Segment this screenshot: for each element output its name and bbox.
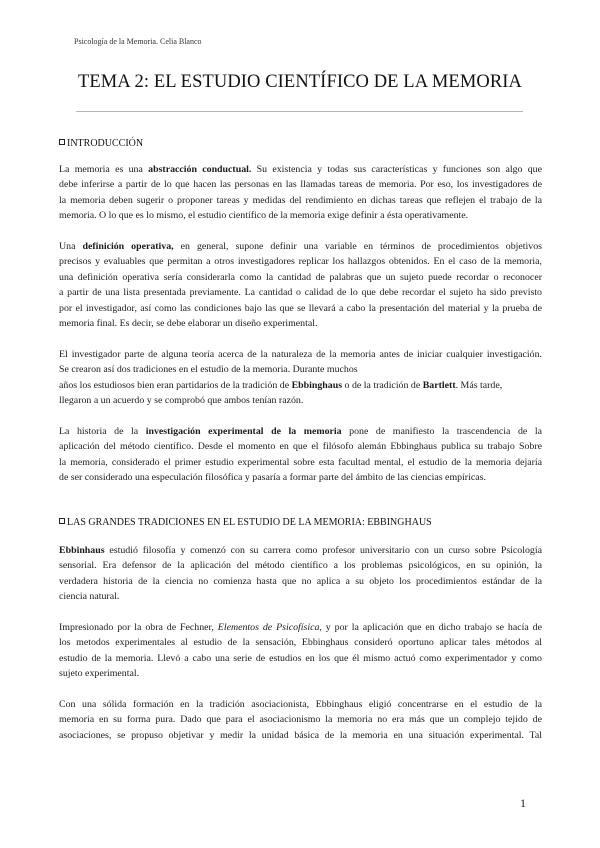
section-heading-ebbinghaus bbox=[59, 517, 432, 528]
paragraph bbox=[59, 697, 542, 743]
text-line: años los estudiosos bien eran partidarios de la tradición de Ebbinghaus o de la tradición de Bartlett. Más tarde, bbox=[59, 379, 503, 391]
title-divider bbox=[76, 111, 523, 112]
text-line: verdadera historia de la ciencia no comienza hasta que no aplica a su objeto los procedimientos estándar de la bbox=[59, 575, 542, 587]
text-line: sujeto experimental. bbox=[59, 668, 140, 680]
text-line: asociaciones, se propuso objetivar y medir la unidad básica de la memoria en una situación experimental. Tal bbox=[59, 729, 542, 741]
text-line: Con una sólida formación en la tradición asociacionista, Ebbinghaus eligió concentrarse en el estudio de la bbox=[59, 699, 542, 710]
text-line: memoria final. Es decir, se debe elaborar un diseño experimental. bbox=[59, 318, 318, 330]
text-line: memoria en su forma pura. Dado que para el asociacionismo la memoria no era más que un complejo tejido de bbox=[59, 714, 542, 726]
text-line: El investigador parte de alguna teoría acerca de la naturaleza de la memoria antes de iniciar cualquier investigación. bbox=[59, 349, 542, 360]
text-line: Una definición operativa, en general, supone definir una variable en términos de procedimientos objetivos bbox=[59, 241, 542, 252]
paragraph bbox=[59, 162, 542, 224]
paragraph bbox=[59, 620, 542, 682]
text-line: a partir de una lista presentada previamente. La cantidad o calidad de lo que debe recordar el sujeto ha sido previsto bbox=[59, 287, 542, 299]
page-header: Psicología de la Memoria. Celia Blanco bbox=[74, 37, 202, 46]
text-line: sensorial. Era defensor de la aplicación del método científico a los problemas psicológicos, en su opinión, la bbox=[59, 560, 542, 572]
paragraph bbox=[59, 424, 542, 486]
text-line: debe inferirse a partir de lo que hacen las personas en las llamadas tareas de memoria. Por eso, los investigadores de bbox=[59, 179, 542, 191]
text-line: los metodos experimentales al estudio de la sensación, Ebbinghaus consideró oportuno aplicar tales métodos al bbox=[59, 637, 542, 649]
text-line: La historia de la investigación experimental de la memoria pone de manifiesto la trascendencia de la bbox=[59, 426, 542, 437]
text-line: Ebbinhaus estudió filosofía y comenzó con su carrera como profesor universitario con un curso sobre Psicología bbox=[59, 545, 542, 556]
text-line: ciencia natural. bbox=[59, 591, 120, 603]
text-line: Impresionado por la obra de Fechner, Elementos de Psicofísica, y por la aplicación que en dicho trabajo se hacía de bbox=[59, 622, 542, 633]
text-line: la memoria, considerado el primer estudio experimental sobre esta facultad mental, el estudio de la memoria dejaría bbox=[59, 456, 542, 468]
paragraph bbox=[59, 543, 542, 605]
text-line: por el investigador, así como las condiciones bajo las que se llevará a cabo la presentación del material y la prueba de bbox=[59, 302, 542, 314]
paragraph bbox=[59, 239, 542, 331]
text-line: estudio de la memoria. Llevó a cabo una serie de estudios en los que él mismo actuó como experimentador y como bbox=[59, 652, 542, 664]
page-title: TEMA 2: EL ESTUDIO CIENTÍFICO DE LA MEMORIA bbox=[78, 72, 522, 92]
text-line: memoria. O lo que es lo mismo, el estudio científico de la memoria exige definir a ésta operativamente. bbox=[59, 210, 469, 222]
page-number: 1 bbox=[520, 796, 526, 810]
section-heading-text: INTRODUCCIÓN bbox=[67, 138, 144, 149]
text-line: la memoria deben sugerir o proponer tareas y medidas del rendimiento en dichas tareas que reflejen el trabajo de la bbox=[59, 194, 542, 206]
square-bullet-icon bbox=[59, 518, 65, 524]
paragraph bbox=[59, 347, 542, 409]
section-heading-text: LAS GRANDES TRADICIONES EN EL ESTUDIO DE LA MEMORIA: EBBINGHAUS bbox=[67, 517, 432, 528]
text-line: Se crearon así dos tradiciones en el estudio de la memoria. Durante muchos bbox=[59, 364, 358, 376]
text-line: llegaron a un acuerdo y se comprobó que ambos tenían razón. bbox=[59, 395, 304, 407]
text-line: precisos y evaluables que permitan a otros investigadores replicar los hallazgos obtenidos. En el caso de la memoria, bbox=[59, 256, 542, 268]
text-line: La memoria es una abstracción conductual. Su existencia y todas sus características y funciones son algo que bbox=[59, 164, 543, 175]
section-heading-introduccion bbox=[59, 138, 143, 149]
text-line: aplicación del método científico. Desde el momento en que el filósofo alemán Ebbinghaus publica su trabajo Sobre bbox=[59, 441, 542, 453]
text-line: una definición operativa sería considerarla como la cantidad de palabras que un sujeto puede recordar o reconocer bbox=[59, 271, 542, 283]
square-bullet-icon bbox=[59, 139, 65, 145]
text-line: de ser considerado una especulación filosófica y pasaría a formar parte del ámbito de las ciencias empíricas. bbox=[59, 472, 486, 484]
